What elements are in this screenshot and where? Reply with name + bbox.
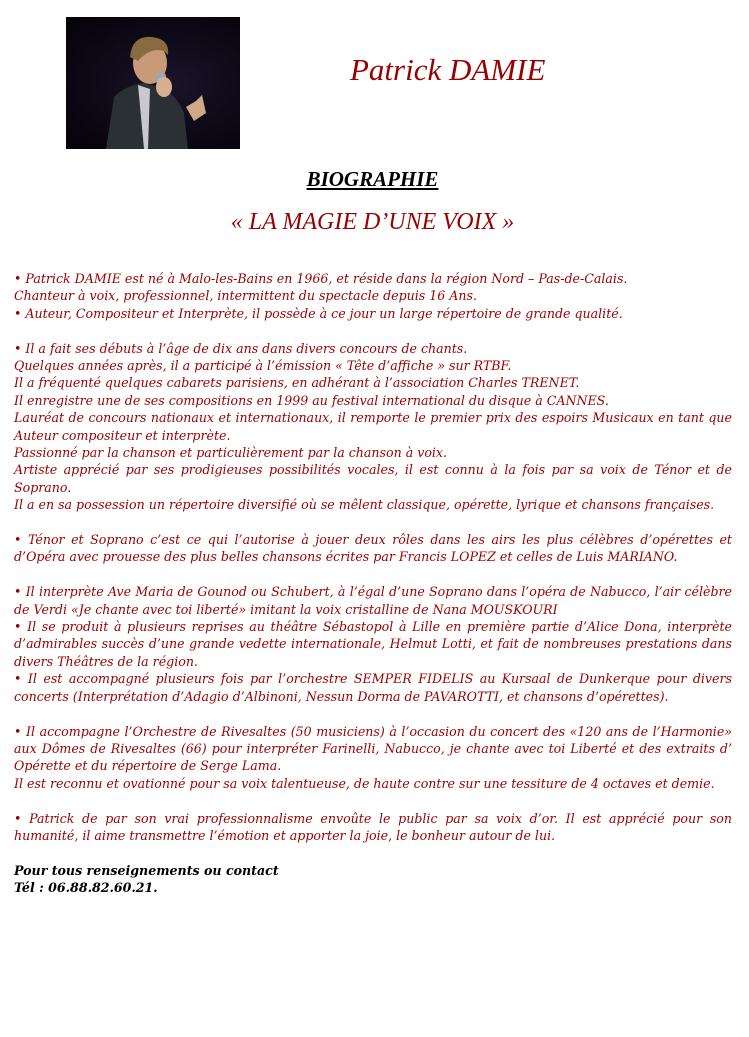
paragraph: Il enregistre une de ses compositions en 1999 au festival international du disque à CANNES. <box>14 392 609 408</box>
paragraph: • Patrick de par son vrai professionnalisme envoûte le public par sa voix d’or. Il est apprécié pour son humanité, il aime transmettre l’émotion et apporter la joie, le bonheur autour de lui. <box>14 810 732 843</box>
paragraph: Il a fréquenté quelques cabarets parisiens, en adhérant à l’association Charles TRENET. <box>14 375 580 391</box>
paragraph: • Il a fait ses débuts à l’âge de dix ans dans divers concours de chants. <box>14 340 468 356</box>
paragraph: Lauréat de concours nationaux et internationaux, il remporte le premier prix des espoirs Musicaux en tant que Auteur compositeur et interprète. <box>14 410 732 443</box>
artist-photo <box>66 17 240 149</box>
paragraph-group <box>14 270 732 322</box>
paragraph: Il a en sa possession un répertoire diversifié où se mêlent classique, opérette, lyrique et chansons françaises. <box>14 497 715 513</box>
paragraph-group <box>14 583 732 705</box>
paragraph-group <box>14 810 732 845</box>
paragraph: • Il accompagne l’Orchestre de Rivesaltes (50 musiciens) à l’occasion du concert des «120 ans de l’Harmonie» aux Dômes de Rivesaltes (66) pour interpréter Farinelli, Nabucco, je chante avec toi Liberté et des extraits d’ Opérette et du répertoire de Serge Lama. <box>14 723 732 774</box>
contact-phone: Tél : 06.88.82.60.21. <box>14 880 158 896</box>
paragraph: • Patrick DAMIE est né à Malo-les-Bains en 1966, et réside dans la région Nord – Pas-de-Calais. <box>14 271 628 286</box>
subtitle: « LA MAGIE D’UNE VOIX » <box>230 209 515 235</box>
paragraph-group <box>14 531 732 566</box>
page-title: Patrick DAMIE <box>350 52 546 87</box>
paragraph: • Auteur, Compositeur et Interprète, il possède à ce jour un large répertoire de grande qualité. <box>14 305 623 321</box>
paragraph: • Ténor et Soprano c’est ce qui l’autorise à jouer deux rôles dans les airs les plus célèbres d’opérettes et d’Opéra avec prouesse des plus belles chansons écrites par Francis LOPEZ et celles de Luis MARIANO. <box>14 532 732 565</box>
biography-text <box>14 270 732 897</box>
paragraph: • Il est accompagné plusieurs fois par l’orchestre SEMPER FIDELIS au Kursaal de Dunkerque pour divers concerts (Interprétation d’Adagio d’Albinoni, Nessun Dorma de PAVAROTTI, et chansons d’opérettes). <box>14 671 732 704</box>
paragraph: Quelques années après, il a participé à l’émission « Tête d’affiche » sur RTBF. <box>14 358 512 374</box>
paragraph: Passionné par la chanson et particulièrement par la chanson à voix. <box>14 445 448 461</box>
contact-label: Pour tous renseignements ou contact <box>14 862 279 878</box>
section-heading: BIOGRAPHIE <box>306 167 439 191</box>
paragraph-group <box>14 723 732 793</box>
paragraph-group <box>14 340 732 514</box>
paragraph: Chanteur à voix, professionnel, intermittent du spectacle depuis 16 Ans. <box>14 288 477 304</box>
paragraph: • Il interprète Ave Maria de Gounod ou Schubert, à l’égal d’une Soprano dans l’opéra de Nabucco, l’air célèbre de Verdi «Je chante avec toi liberté» imitant la voix cristalline de Nana MOUSKOURI <box>14 584 732 617</box>
paragraph: Artiste apprécié par ses prodigieuses possibilités vocales, il est connu à la fois par sa voix de Ténor et de Soprano. <box>14 462 732 495</box>
paragraph: • Il se produit à plusieurs reprises au théâtre Sébastopol à Lille en première partie d’Alice Dona, interprète d’admirables succès d’une grande vedette internationale, Helmut Lotti, et fait de nombreuses prestations dans divers Théâtres de la région. <box>14 619 732 669</box>
paragraph: Il est reconnu et ovationné pour sa voix talentueuse, de haute contre sur une tessiture de 4 octaves et demie. <box>14 775 715 791</box>
